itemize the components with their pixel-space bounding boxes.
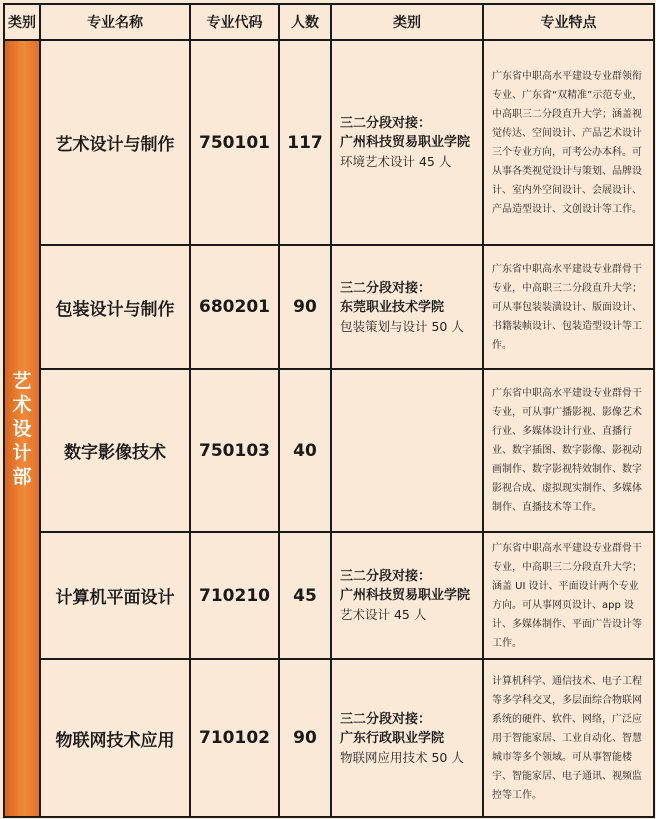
pathway-detail: 物联网应用技术 50 人 — [340, 749, 464, 765]
program-name: 包装设计与制作 — [40, 245, 190, 369]
enrollment-count: 90 — [279, 659, 331, 817]
table-row — [4, 369, 654, 532]
program-code: 710210 — [190, 532, 279, 659]
program-name: 计算机平面设计 — [40, 532, 190, 659]
header-name: 专业名称 — [40, 4, 190, 40]
enrollment-count: 40 — [279, 369, 331, 532]
enrollment-count: 117 — [279, 40, 331, 245]
pathway-school: 东莞职业技术学院 — [340, 299, 445, 315]
pathway-cell — [331, 245, 483, 369]
header-pathway: 类别 — [331, 4, 483, 40]
pathway-title: 三二分段对接： — [340, 280, 432, 296]
program-name: 艺术设计与制作 — [40, 40, 190, 245]
table-row — [4, 245, 654, 369]
pathway-school: 广东行政职业学院 — [340, 730, 445, 746]
department-cell — [4, 40, 40, 817]
header-features: 专业特点 — [483, 4, 654, 40]
program-features: 广东省中职高水平建设专业群骨干专业，中高职三二分段直升大学；可从事包装装潢设计、版面设计、书籍装帧设计、包装造型设计等工作。 — [483, 245, 654, 369]
department-label: 艺术设计部 — [12, 369, 32, 488]
table-row — [4, 659, 654, 817]
program-features: 广东省中职高水平建设专业群骨干专业，可从事广播影视、影像艺术行业、多媒体设计行业、直播行业、数字插图、数字影像、影视动画制作、数字影视特效制作、数字影视合成、虚拟现实制作、多媒体制作、直播技术等工作。 — [483, 369, 654, 532]
pathway-detail: 环境艺术设计 45 人 — [340, 154, 452, 169]
pathway-cell — [331, 659, 483, 817]
header-category: 类别 — [4, 4, 40, 40]
header-code: 专业代码 — [190, 4, 279, 40]
pathway-cell — [331, 532, 483, 659]
table-row — [4, 532, 654, 659]
pathway-school: 广州科技贸易职业学院 — [340, 588, 471, 603]
program-code: 750101 — [190, 40, 279, 245]
enrollment-count: 90 — [279, 245, 331, 369]
table-row — [4, 40, 654, 245]
program-table-frame — [3, 3, 653, 816]
program-code: 750103 — [190, 369, 279, 532]
header-row — [4, 4, 654, 40]
program-code: 710102 — [190, 659, 279, 817]
pathway-cell — [331, 369, 483, 532]
enrollment-count: 45 — [279, 532, 331, 659]
program-code: 680201 — [190, 245, 279, 369]
program-name: 数字影像技术 — [40, 369, 190, 532]
pathway-cell — [331, 40, 483, 245]
pathway-title: 三二分段对接： — [340, 569, 432, 584]
program-features: 广东省中职高水平建设专业群领衔专业、广东省“双精准”示范专业，中高职三二分段直升大学；涵盖视觉传达、空间设计、产品艺术设计三个专业方向，可考公办本科。可从事各类视觉设计与策划、品牌设计、室内外空间设计、会展设计、产品造型设计、文创设计等工作。 — [483, 40, 654, 245]
header-count: 人数 — [279, 4, 331, 40]
program-name: 物联网技术应用 — [40, 659, 190, 817]
program-features: 广东省中职高水平建设专业群骨干专业，中高职三二分段直升大学；涵盖 UI 设计、平面设计两个专业方向。可从事网页设计、app 设计、多媒体制作、平面广告设计等工作。 — [483, 532, 654, 659]
pathway-title: 三二分段对接： — [340, 116, 432, 131]
pathway-detail: 包装策划与设计 50 人 — [340, 318, 464, 334]
pathway-school: 广州科技贸易职业学院 — [340, 135, 471, 150]
program-table — [3, 3, 655, 818]
pathway-detail: 艺术设计 45 人 — [340, 607, 427, 622]
pathway-title: 三二分段对接： — [340, 711, 432, 727]
program-features: 计算机科学、通信技术、电子工程等多学科交叉，多层面综合物联网系统的硬件、软件、网络，广泛应用于智能家居、工业自动化、智慧城市等多个领域。可从事智能楼宇、智能家居、电子通讯、视频监控等工作。 — [483, 659, 654, 817]
